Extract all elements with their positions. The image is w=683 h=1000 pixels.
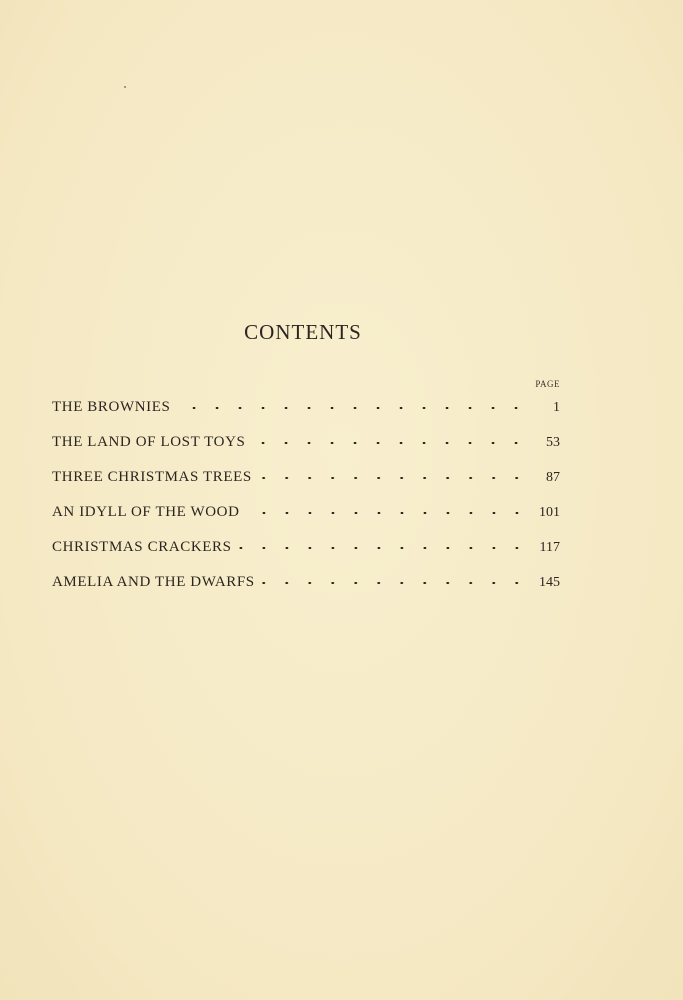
toc-entry-page: 1 xyxy=(553,399,560,415)
toc-entry-title: THE LAND OF LOST TOYS xyxy=(52,434,246,450)
toc-entry-title: THREE CHRISTMAS TREES xyxy=(52,469,252,485)
toc-entry-page: 145 xyxy=(539,574,560,590)
table-of-contents xyxy=(52,390,560,600)
toc-entry xyxy=(52,495,560,530)
toc-entry xyxy=(52,530,560,565)
page-speck xyxy=(124,86,126,88)
dot-leader xyxy=(251,442,528,444)
dot-leader xyxy=(258,477,528,479)
toc-entry-title: AN IDYLL OF THE WOOD xyxy=(52,504,240,520)
contents-title: CONTENTS xyxy=(244,320,362,344)
dot-leader xyxy=(261,582,528,584)
toc-entry xyxy=(52,565,560,600)
page-column-label: PAGE xyxy=(535,379,560,389)
toc-entry-page: 101 xyxy=(539,504,560,520)
toc-entry-title: AMELIA AND THE DWARFS xyxy=(52,574,255,590)
toc-entry xyxy=(52,460,560,495)
toc-entry-title: CHRISTMAS CRACKERS xyxy=(52,539,232,555)
dot-leader xyxy=(176,407,528,409)
toc-entry xyxy=(52,425,560,460)
toc-entry-page: 117 xyxy=(539,539,560,555)
toc-entry-page: 53 xyxy=(546,434,560,450)
toc-entry-title: THE BROWNIES xyxy=(52,399,171,415)
dot-leader xyxy=(246,512,528,514)
toc-entry xyxy=(52,390,560,425)
dot-leader xyxy=(238,547,528,549)
toc-entry-page: 87 xyxy=(546,469,560,485)
